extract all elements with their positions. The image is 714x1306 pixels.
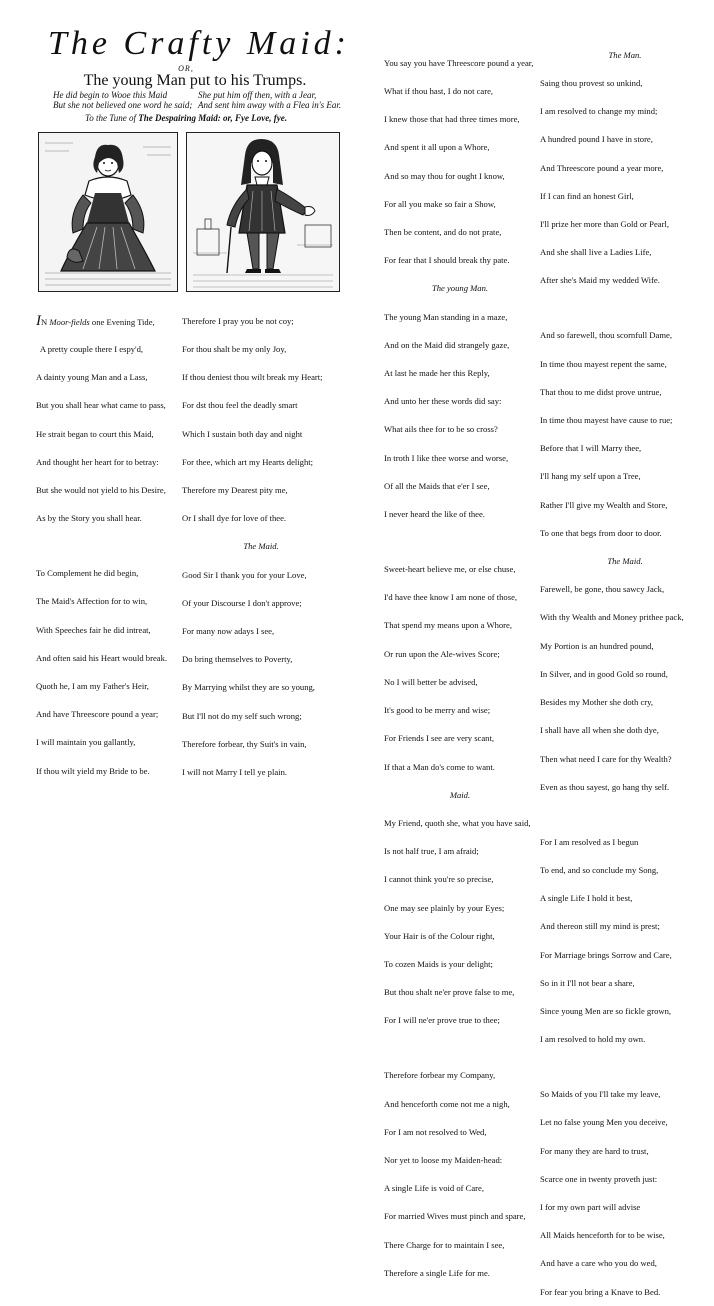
verse-line: Let no false young Men you deceive, bbox=[540, 1117, 668, 1128]
speaker-heading: The young Man. bbox=[431, 283, 489, 294]
verse-line: I shall have all when she doth dye, bbox=[540, 725, 659, 736]
verse-line: For thee, which art my Hearts delight; bbox=[182, 456, 314, 467]
woman-figure-icon bbox=[39, 133, 177, 291]
verse-line: After she's Maid my wedded Wife. bbox=[540, 275, 660, 286]
man-figure-icon bbox=[187, 133, 339, 291]
verse-line: For Friends I see are very scant, bbox=[384, 733, 495, 744]
verse-line: Even as thou sayest, go hang thy self. bbox=[540, 781, 670, 792]
verse-line: For many now adays I see, bbox=[182, 626, 275, 637]
column-3 bbox=[384, 40, 536, 1288]
verse-line: Then what need I care for thy Wealth? bbox=[540, 753, 672, 764]
verse-line: And so may thou for ought I know, bbox=[384, 170, 505, 181]
verse-line: A dainty young Man and a Lass, bbox=[36, 372, 148, 383]
verse-line: I cannot think you're so precise, bbox=[384, 874, 494, 885]
verse-line: And she shall live a Ladies Life, bbox=[540, 247, 652, 258]
speaker-heading: The Maid. bbox=[243, 541, 279, 552]
verse-line: Sweet-heart believe me, or else chuse, bbox=[384, 564, 516, 575]
description-right bbox=[198, 90, 370, 110]
verse-line: To Complement he did begin, bbox=[36, 568, 139, 579]
column-2 bbox=[182, 298, 340, 787]
verse-line: No I will better be advised, bbox=[384, 676, 478, 687]
verse-line: Rather I'll give my Wealth and Store, bbox=[540, 499, 668, 510]
verse-line: And thought her heart for to betray: bbox=[36, 456, 159, 467]
place-name: Moor-fields bbox=[49, 316, 90, 327]
verse-line: And spent it all upon a Whore, bbox=[384, 142, 490, 153]
verse-line: So in it I'll not bear a share, bbox=[540, 977, 635, 988]
verse-line: In time thou mayest repent the same, bbox=[540, 358, 667, 369]
verse-line: In Silver, and in good Gold so round, bbox=[540, 668, 668, 679]
verse-line: Then be content, and do not prate, bbox=[384, 227, 502, 238]
verse-line: Therefore I pray you be not coy; bbox=[182, 315, 294, 326]
verse-line: For many they are hard to trust, bbox=[540, 1145, 649, 1156]
verse-line: Is not half true, I am afraid; bbox=[384, 846, 479, 857]
verse-line: I for my own part will advise bbox=[540, 1201, 641, 1212]
verse-line: If that a Man do's come to want. bbox=[384, 761, 495, 772]
verse-line: And henceforth come not me a nigh, bbox=[384, 1098, 510, 1109]
verse-line: I am resolved to hold my own. bbox=[540, 1034, 646, 1045]
verse-line: But I'll not do my self such wrong; bbox=[182, 710, 302, 721]
verse-line: If thou deniest thou wilt break my Heart; bbox=[182, 372, 323, 383]
verse-line: Scarce one in twenty proveth just: bbox=[540, 1173, 658, 1184]
tune-line bbox=[0, 113, 372, 123]
verse-line: For thou shalt be my only Joy, bbox=[182, 344, 287, 355]
verse-line: In time thou mayest have cause to rue; bbox=[540, 415, 673, 426]
verse-text: N bbox=[41, 316, 50, 327]
verse-line: It's good to be merry and wise; bbox=[384, 705, 491, 716]
verse-line: Do bring themselves to Poverty, bbox=[182, 654, 293, 665]
verse-line: If thou wilt yield my Bride to be. bbox=[36, 765, 150, 776]
verse-line: For married Wives must pinch and spare, bbox=[384, 1211, 526, 1222]
verse-line: For dst thou feel the deadly smart bbox=[182, 400, 298, 411]
verse-line: A hundred pound I have in store, bbox=[540, 134, 653, 145]
verse-line: I'll hang my self upon a Tree, bbox=[540, 471, 641, 482]
ballad-title: The Crafty Maid: bbox=[48, 25, 350, 62]
stanza-gap bbox=[384, 538, 536, 546]
verse-line: My Portion is an hundred pound, bbox=[540, 640, 654, 651]
verse-line: And often said his Heart would break. bbox=[36, 652, 168, 663]
verse-line: Good Sir I thank you for your Love, bbox=[182, 569, 307, 580]
verse-line: At last he made her this Reply, bbox=[384, 368, 490, 379]
verse-line: What if thou hast, I do not care, bbox=[384, 86, 494, 97]
verse-line: And so farewell, thou scornfull Dame, bbox=[540, 330, 672, 341]
speaker-heading: Maid. bbox=[449, 789, 471, 800]
verse-line: And thereon still my mind is prest; bbox=[540, 921, 660, 932]
verse-line: There Charge for to maintain I see, bbox=[384, 1239, 505, 1250]
verse-line: What ails thee for to be so cross? bbox=[384, 424, 498, 435]
verse-line: Besides my Mother she doth cry, bbox=[540, 697, 654, 708]
stanza-gap bbox=[384, 1045, 536, 1053]
verse-line bbox=[36, 312, 176, 329]
verse-line: By Marrying whilst they are so young, bbox=[182, 682, 315, 693]
stanza-gap bbox=[540, 811, 710, 819]
verse-line: Therefore forbear my Company, bbox=[384, 1070, 496, 1081]
verse-line: If I can find an honest Girl, bbox=[540, 190, 634, 201]
verse-line: And Threescore pound a year more, bbox=[540, 162, 664, 173]
verse-line: Before that I will Marry thee, bbox=[540, 443, 642, 454]
column-4 bbox=[540, 32, 710, 1306]
verse-line: In troth I like thee worse and worse, bbox=[384, 452, 509, 463]
verse-line: And on the Maid did strangely gaze, bbox=[384, 339, 510, 350]
verse-line: That thou to me didst prove untrue, bbox=[540, 386, 662, 397]
verse-line: With thy Wealth and Money prithee pack, bbox=[540, 612, 684, 623]
verse-line: One may see plainly by your Eyes; bbox=[384, 902, 505, 913]
verse-line: And have Threescore pound a year; bbox=[36, 709, 159, 720]
verse-line: Of your Discourse I don't approve; bbox=[182, 597, 302, 608]
description-left-line: He did begin to Wooe this Maid bbox=[53, 90, 168, 100]
description-right-line: She put him off then, with a Jear, bbox=[198, 90, 317, 100]
tune-prefix: To the Tune of bbox=[85, 113, 139, 123]
verse-line: The young Man standing in a maze, bbox=[384, 311, 508, 322]
description-left bbox=[53, 90, 193, 110]
verse-line: Since young Men are so fickle grown, bbox=[540, 1005, 672, 1016]
verse-line: And have a care who you do wed, bbox=[540, 1258, 657, 1269]
verse-line: For Marriage brings Sorrow and Care, bbox=[540, 949, 672, 960]
verse-line: I will not Marry I tell ye plain. bbox=[182, 767, 288, 778]
verse-line: So Maids of you I'll take my leave, bbox=[540, 1089, 661, 1100]
verse-line: My Friend, quoth she, what you have said, bbox=[384, 817, 531, 828]
verse-line: But thou shalt ne'er prove false to me, bbox=[384, 987, 515, 998]
verse-text: one Evening Tide, bbox=[89, 316, 155, 327]
or-label: OR, bbox=[178, 64, 194, 73]
verse-line: For fear that I should break thy pate. bbox=[384, 255, 510, 266]
stanza-gap bbox=[540, 305, 710, 313]
verse-line: You say you have Threescore pound a year, bbox=[384, 57, 534, 68]
verse-line: To end, and so conclude my Song, bbox=[540, 864, 659, 875]
verse-line: To cozen Maids is your delight; bbox=[384, 958, 493, 969]
verse-line: Nor yet to loose my Maiden-head: bbox=[384, 1154, 503, 1165]
verse-line: Quoth he, I am my Father's Heir, bbox=[36, 681, 149, 692]
verse-line: For I will ne'er prove true to thee; bbox=[384, 1015, 500, 1026]
verse-line: For I am resolved as I begun bbox=[540, 836, 639, 847]
verse-line: For fear you bring a Knave to Bed. bbox=[540, 1286, 661, 1297]
verse-line: All Maids henceforth for to be wise, bbox=[540, 1230, 665, 1241]
verse-line: I knew those that had three times more, bbox=[384, 114, 520, 125]
verse-line: But you shall hear what came to pass, bbox=[36, 400, 166, 411]
verse-line: A pretty couple there I espy'd, bbox=[36, 344, 144, 355]
column-1 bbox=[36, 298, 176, 785]
dropcap: I bbox=[36, 312, 41, 329]
verse-line: As by the Story you shall hear. bbox=[36, 513, 142, 524]
verse-line: Farewell, be gone, thou sawcy Jack, bbox=[540, 584, 665, 595]
verse-line: But she would not yield to his Desire, bbox=[36, 485, 166, 496]
woodcut-man bbox=[186, 132, 340, 292]
speaker-heading: The Maid. bbox=[607, 556, 643, 567]
verse-line: The Maid's Affection for to win, bbox=[36, 596, 148, 607]
verse-line: I never heard the like of thee. bbox=[384, 509, 485, 520]
tune-name: The Despairing Maid: or, Fye Love, fye. bbox=[138, 113, 287, 123]
verse-line: I'd have thee know I am none of those, bbox=[384, 592, 518, 603]
woodcut-woman bbox=[38, 132, 178, 292]
description-right-line: And sent him away with a Flea in's Ear. bbox=[198, 100, 342, 110]
verse-line: I am resolved to change my mind; bbox=[540, 106, 658, 117]
verse-line: Which I sustain both day and night bbox=[182, 428, 303, 439]
stanza-gap bbox=[36, 542, 176, 550]
speaker-heading: The Man. bbox=[608, 49, 642, 60]
verse-line: A single Life I hold it best, bbox=[540, 893, 633, 904]
verse-line: He strait began to court this Maid, bbox=[36, 428, 154, 439]
verse-line: To one that begs from door to door. bbox=[540, 527, 662, 538]
verse-line: Therefore forbear, thy Suit's in vain, bbox=[182, 738, 307, 749]
stanza-gap bbox=[540, 1063, 710, 1071]
verse-line: Your Hair is of the Colour right, bbox=[384, 930, 495, 941]
verse-line: That spend my means upon a Whore, bbox=[384, 620, 512, 631]
verse-line: Therefore my Dearest pity me, bbox=[182, 485, 288, 496]
verse-line: I'll prize her more than Gold or Pearl, bbox=[540, 219, 669, 230]
verse-line: Or I shall dye for love of thee. bbox=[182, 513, 287, 524]
verse-line: Therefore a single Life for me. bbox=[384, 1267, 490, 1278]
verse-line: I will maintain you gallantly, bbox=[36, 737, 136, 748]
verse-line: With Speeches fair he did intreat, bbox=[36, 624, 151, 635]
verse-line: For I am not resolved to Wed, bbox=[384, 1126, 487, 1137]
verse-line: And unto her these words did say: bbox=[384, 396, 502, 407]
verse-line: Or run upon the Ale-wives Score; bbox=[384, 648, 500, 659]
ballad-subtitle: The young Man put to his Trumps. bbox=[83, 72, 307, 89]
verse-line: Saing thou provest so unkind, bbox=[540, 78, 643, 89]
verse-line: For all you make so fair a Show, bbox=[384, 198, 496, 209]
description-left-line: But she not believed one word he said; bbox=[53, 100, 193, 110]
verse-line: A single Life is void of Care, bbox=[384, 1183, 485, 1194]
verse-line: Of all the Maids that e'er I see, bbox=[384, 480, 490, 491]
